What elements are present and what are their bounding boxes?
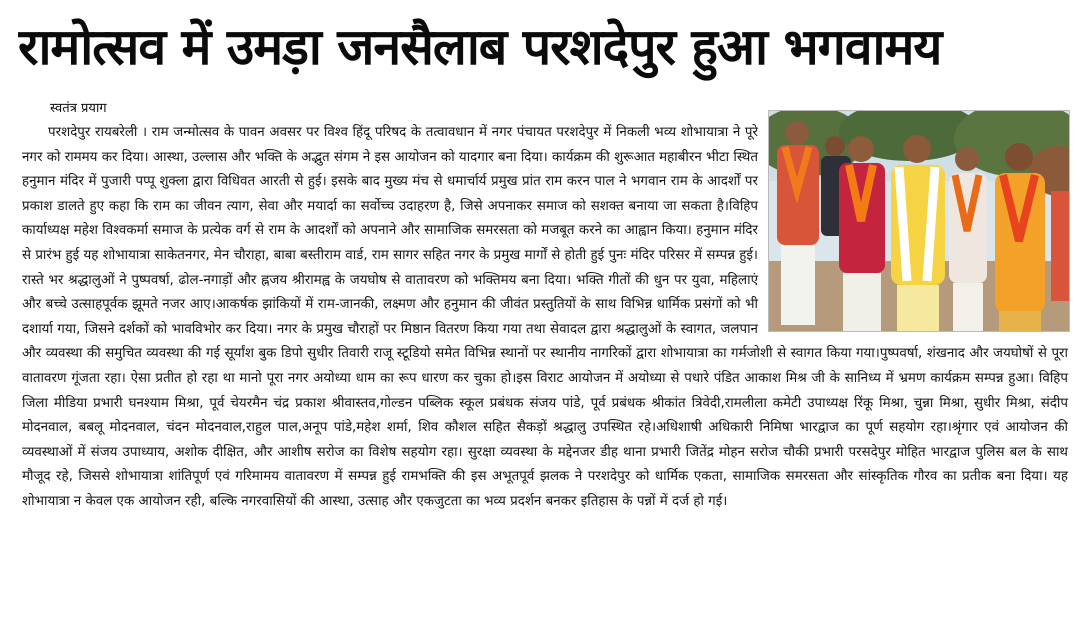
byline: स्वतंत्र प्रयाग bbox=[50, 101, 107, 116]
photo-spacer bbox=[766, 121, 1068, 342]
article-paragraph: परशदेपुर रायबरेली । राम जन्मोत्सव के पावन अवसर पर विश्व हिंदू परिषद के तत्वावधान में नगर पंचायत परशदेपुर में निकली भव्य शोभायात्रा ने पूरे नगर को राममय कर दिया। आस्था, उल्लास और भक्ति के अद्भुत संगम ने इस आयोजन को यादगार बना दिया। कार्यक्रम की शुरूआत महाबीरन भीटा स्थित हनुमान मंदिर में पुजारी पप्पू शुक्ला द्वारा विधिवत आरती से हुई। इसके बाद मुख्य मंच से धमार्चार्य प्रमुख प्रांत राम करन पाल ने भगवान राम के आदर्शों पर प्रकाश डालते हुए कहा कि राम का जीवन त्याग, सेवा और मयार्दा का सर्वोच्च उदाहरण है, जिसे अपनाकर समाज को सशक्त बनाया जा सकता है।विहिप कार्याध्यक्ष महेश विश्वकर्मा समाज के प्रत्येक वर्ग से राम के आदर्शों को अपनाने और सामाजिक समरसता को मजबूत करने का आह्वान किया। हनुमान मंदिर से प्रारंभ हुई यह शोभायात्रा साकेतनगर, मेन चौराहा, बाबा बस्तीराम वार्ड, राम सागर सहित नगर के प्रमुख मार्गों से होती हुई पुनः मंदिर परिसर में सम्पन्न हुई। रास्ते भर श्रद्धालुओं ने पुष्पवर्षा, ढोल-नगाड़ों और ह्नजय श्रीरामह्व के जयघोष से वातावरण को भक्तिमय बना दिया। भक्ति गीतों की धुन पर युवा, महिलाएं और बच्चे उत्साहपूर्वक झूमते नजर आए।आकर्षक झांकियों में राम-जानकी, लक्ष्मण और हनुमान की जीवंत प्रस्तुतियों के साथ विभिन्न धार्मिक प्रसंगों को भी दशार्या गया, जिसने दर्शकों को भावविभोर कर दिया। नगर के प्रमुख चौराहों पर मिष्ठान वितरण किया गया तथा सेवादल द्वारा श्रद्धालुओं के स्वागत, जलपान और व्यवस्था की समुचित व्यवस्था की गई सूर्यांश बुक डिपो सुधीर तिवारी राजू स्टूडियो समेत विभिन्न स्थानों पर स्थानीय नागरिकों द्वारा शोभायात्रा का गर्मजोशी से स्वागत किया गया।पुष्पवर्षा, शंखनाद और जयघोषों से पूरा वातावरण गूंजता रहा। ऐसा प्रतीत हो रहा था मानो पूरा नगर अयोध्या धाम का रूप धारण कर चुका हो।इस विराट आयोजन में अयोध्या से पधारे पंडित आकाश मिश्र जी के सानिध्य में भ्रमण कार्यक्रम सम्पन्न हुआ। विहिप जिला मीडिया प्रभारी घनश्याम मिश्रा, पूर्व चेयरमैन चंद्र प्रकाश श्रीवास्तव,गोल्डन पब्लिक स्कूल प्रबंधक संजय पांडे, पूर्व प्रबंधक श्रीकांत त्रिवेदी,रामलीला कमेटी उपाध्यक्ष रिंकू मिश्रा, चुन्ना मिश्रा, सुधीर मिश्रा, संदीप मोदनवाल, बबलू मोदनवाल, चंदन मोदनवाल,राहुल पाल,अनूप पांडे,महेश शर्मा, शिव कौशल सहित सैकड़ों श्रद्धालु उपस्थित रहे।अधिशाषी अधिकारी निमिषा भारद्वाज का पूर्ण सहयोग रहा।श्रृंगार एवं आयोजन की व्यवस्थाओं में संजय उपाध्याय, अशोक दीक्षित, और आशीष सरोज का विशेष सहयोग रहा। सुरक्षा व्यवस्था के मद्देनजर डीह थाना प्रभारी जितेंद्र मोहन सरोज चौकी प्रभारी परसदेपुर मोहित भारद्वाज पुलिस बल के साथ मौजूद रहे, जिससे शोभायात्रा शांतिपूर्ण एवं गरिमामय वातावरण में सम्पन्न हुई रामभक्ति की इस अभूतपूर्व झलक ने परशदेपुर को धार्मिक एकता, सामाजिक समरसता और सांस्कृतिक गौरव का प्रतीक बना दिया। यह शोभायात्रा न केवल एक आयोजन रही, बल्कि नगरवासियों की आस्था, उत्साह और एकजुटता का भव्य प्रदर्शन बनकर इतिहास के पन्नों में दर्ज हो गई। bbox=[22, 125, 1068, 509]
article-body bbox=[22, 121, 1068, 515]
headline: रामोत्सव में उमड़ा जनसैलाब परशदेपुर हुआ भगवामय bbox=[18, 18, 942, 76]
